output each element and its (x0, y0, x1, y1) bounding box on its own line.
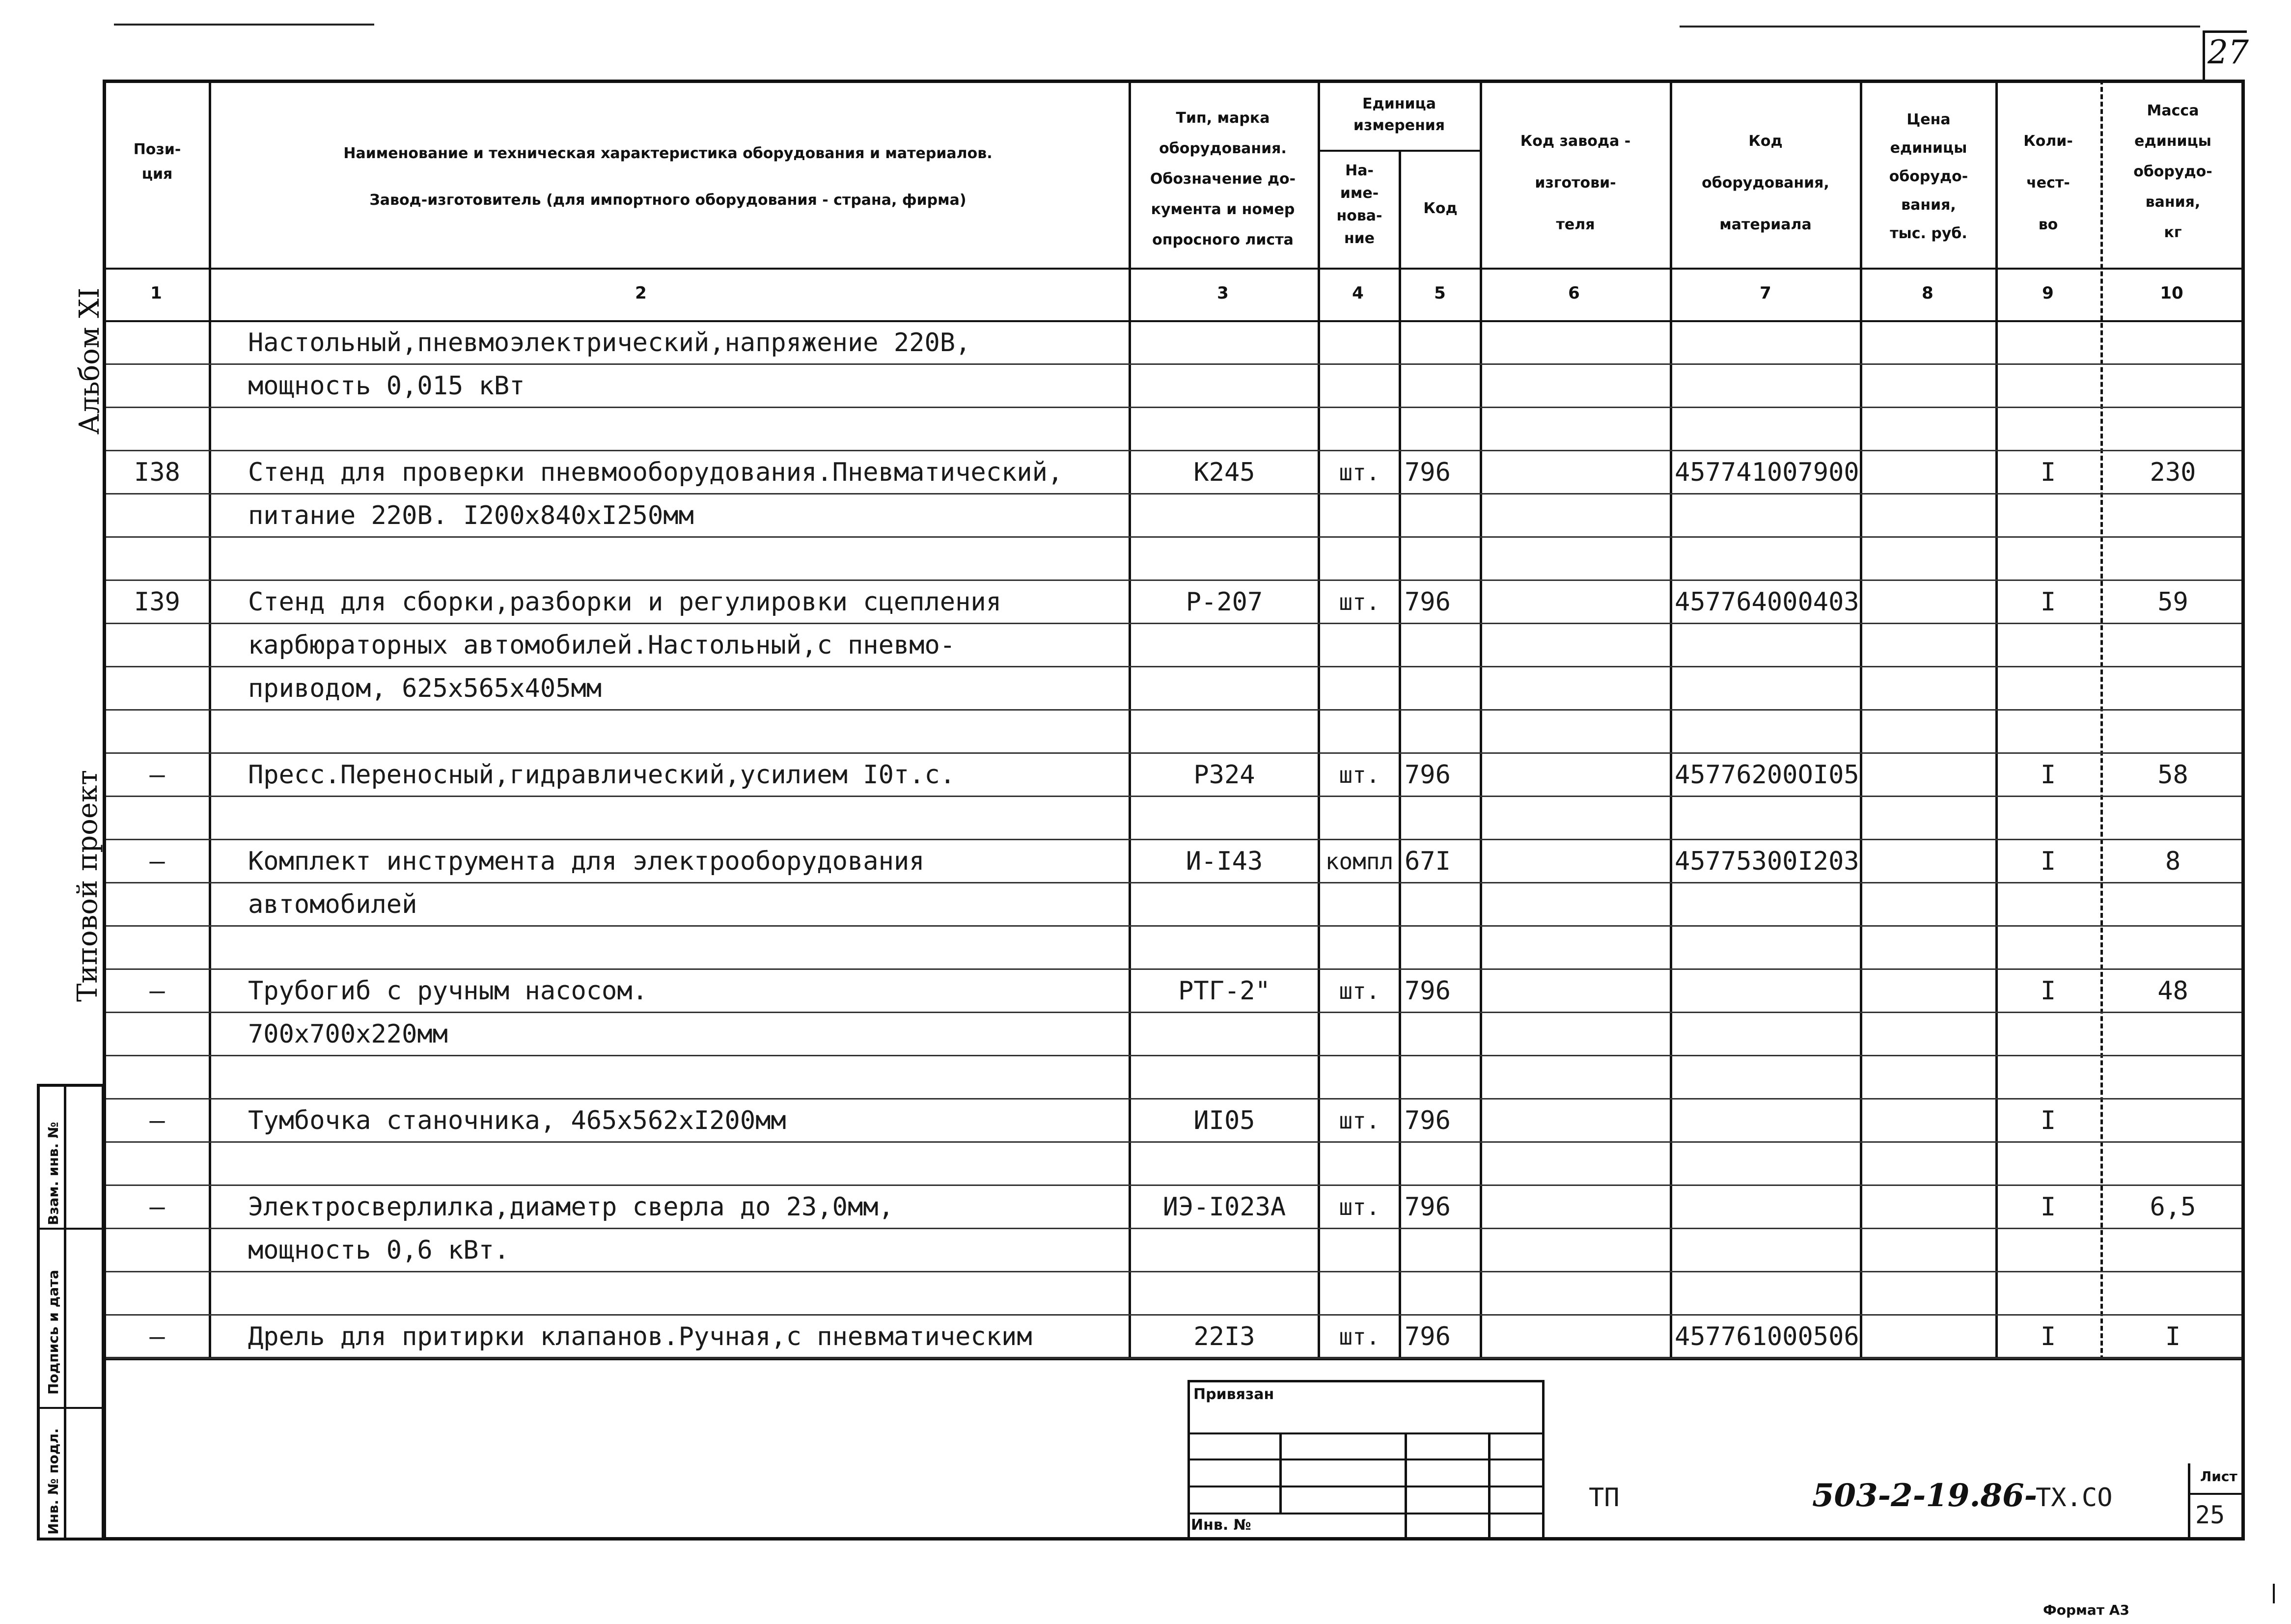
row-line (106, 1098, 2241, 1100)
header-material-code: Код оборудования, материала (1702, 133, 1829, 233)
cell-quantity: I (2040, 587, 2056, 617)
col-divider-7 (1860, 80, 1862, 1360)
stamp-label-inventory: Инв. № подл. (45, 1428, 61, 1535)
row-line (106, 1314, 2241, 1316)
header-pos: Пози- ция (133, 141, 181, 183)
page-number: 27 (2208, 33, 2249, 71)
cell-name: 700x700x220мм (248, 1019, 448, 1049)
row-line (106, 796, 2241, 797)
header-type: Тип, марка оборудования. Обозначение до- кумента и номер опросного листа (1150, 110, 1296, 248)
row-line (106, 752, 2241, 754)
cell-unit-code: 796 (1405, 458, 1451, 487)
cell-mass: 230 (2150, 458, 2196, 487)
col-divider-3 (1318, 80, 1320, 1360)
cell-material-code: 45775300I203 (1675, 847, 1859, 876)
cell-quantity: I (2040, 1322, 2056, 1351)
cell-type: ИI05 (1193, 1106, 1255, 1135)
cell-name: Дрель для притирки клапанов.Ручная,с пневматическим (248, 1322, 1032, 1351)
col-divider-9 (2100, 80, 2103, 1360)
cell-unit-code: 796 (1405, 1192, 1451, 1222)
row-line (106, 623, 2241, 624)
cell-type: Р-207 (1186, 587, 1263, 617)
cell-material-code: 457764000403 (1675, 587, 1859, 617)
col-divider-6 (1670, 80, 1672, 1360)
privyazan-col-2 (1405, 1432, 1407, 1541)
row-line (106, 536, 2241, 538)
cell-name: автомобилей (248, 890, 417, 919)
cell-mass: 59 (2157, 587, 2188, 617)
cell-unit: компл (1325, 848, 1394, 875)
header-unit-code: Код (1423, 200, 1458, 217)
cell-name: Тумбочка станочника, 465x562xI200мм (248, 1106, 786, 1135)
cell-quantity: I (2040, 1192, 2056, 1222)
col-divider-2 (1129, 80, 1131, 1360)
cell-quantity: I (2040, 1106, 2056, 1135)
cell-name: мощность 0,015 кВт (248, 371, 525, 401)
stamp-line-1 (37, 1228, 105, 1230)
stamp-label-signature: Подпись и дата (45, 1269, 61, 1395)
row-line (106, 450, 2241, 451)
col-divider-5 (1480, 80, 1482, 1360)
cell-name: Пресс.Переносный,гидравлический,усилием I0т.с. (248, 760, 956, 790)
colnum-6: 6 (1568, 283, 1580, 303)
header-price: Цена единицы оборудо- вания, тыс. руб. (1889, 111, 1968, 242)
inv-no-label: Инв. № (1191, 1516, 1251, 1534)
cell-name: питание 220В. I200x840xI250мм (248, 501, 694, 530)
edge-tick (2273, 1584, 2275, 1603)
top-rule-right (1680, 26, 2200, 28)
row-line (106, 666, 2241, 667)
privyazan-col-3 (1488, 1432, 1491, 1541)
privyazan-line-4 (1187, 1513, 1545, 1514)
cell-type: РТГ-2" (1178, 976, 1270, 1006)
privyazan-line-1 (1187, 1432, 1545, 1434)
header-unit-group: Единица измерения (1353, 95, 1445, 134)
row-line (106, 1357, 2241, 1359)
cell-position: – (149, 1322, 165, 1351)
colnum-4: 4 (1352, 283, 1364, 303)
colnum-9: 9 (2042, 283, 2054, 303)
header-unit-name: На- име- нова- ние (1336, 162, 1382, 247)
tp-label: ТП (1589, 1483, 1620, 1513)
top-rule-left (114, 24, 374, 26)
colnum-8: 8 (1922, 283, 1933, 303)
row-line (106, 709, 2241, 711)
privyazan-label: Привязан (1193, 1386, 1274, 1403)
cell-quantity: I (2040, 760, 2056, 790)
row-line (106, 968, 2241, 970)
doc-suffix: ТХ.СО (2036, 1483, 2113, 1513)
row-line (106, 579, 2241, 581)
colnum-10: 10 (2160, 283, 2183, 303)
cell-name: Электросверлилка,диаметр сверла до 23,0мм, (248, 1192, 894, 1222)
album-label: Альбом XI (74, 287, 106, 435)
cell-type: К245 (1193, 458, 1255, 487)
cell-name: Комплект инструмента для электрооборудования (248, 847, 925, 876)
cell-type: ИЭ-I023А (1162, 1192, 1286, 1222)
cell-mass: 48 (2157, 976, 2188, 1006)
sheet-number: 25 (2195, 1501, 2225, 1529)
unit-group-line (1318, 150, 1480, 152)
cell-name: Настольный,пневмоэлектрический,напряжение 220В, (248, 328, 971, 358)
col-divider-8 (1995, 80, 1998, 1360)
cell-name: мощность 0,6 кВт. (248, 1236, 510, 1265)
cell-type: 22I3 (1193, 1322, 1255, 1351)
cell-unit-code: 796 (1405, 760, 1451, 790)
privyazan-line-2 (1187, 1459, 1545, 1460)
header-factory-code: Код завода - изготови- теля (1520, 133, 1631, 233)
cell-mass: I (2165, 1322, 2181, 1351)
cell-name: Стенд для проверки пневмооборудования.Пневматический, (248, 458, 1063, 487)
cell-mass: 6,5 (2150, 1192, 2196, 1222)
sheet-label: Лист (2200, 1468, 2237, 1485)
colnum-7: 7 (1760, 283, 1771, 303)
colnum-1: 1 (150, 283, 162, 303)
main-frame (103, 80, 2245, 1360)
cell-name: Стенд для сборки,разборки и регулировки сцепления (248, 587, 1002, 617)
header-quantity: Коли- чест- во (2023, 133, 2073, 233)
cell-unit: шт. (1339, 1107, 1380, 1134)
cell-position: – (149, 1106, 165, 1135)
row-line (106, 1012, 2241, 1013)
colnum-5: 5 (1434, 283, 1446, 303)
row-line (106, 1271, 2241, 1272)
stamp-label-replace: Взам. инв. № (45, 1122, 61, 1225)
cell-mass: 8 (2165, 847, 2181, 876)
cell-mass: 58 (2157, 760, 2188, 790)
row-line (106, 1141, 2241, 1143)
row-line (106, 1228, 2241, 1229)
cell-name: карбюраторных автомобилей.Настольный,с пневмо- (248, 631, 956, 660)
cell-unit: шт. (1339, 978, 1380, 1004)
header-name: Наименование и техническая характеристика оборудования и материалов. Завод-изготовитель (для импортного оборудования - страна, фирма) (343, 145, 993, 209)
cell-unit: шт. (1339, 589, 1380, 615)
doc-number: 503-2-19.86- (1812, 1477, 2038, 1514)
cell-position: – (149, 1192, 165, 1222)
header-mass: Масса единицы оборудо- вания, кг (2133, 102, 2212, 241)
cell-name: Трубогиб с ручным насосом. (248, 976, 648, 1006)
cell-material-code: 45776200OI05 (1675, 760, 1859, 790)
cell-unit: шт. (1339, 459, 1380, 486)
cell-type: Р324 (1193, 760, 1255, 790)
row-line (106, 1184, 2241, 1186)
cell-name: приводом, 625x565x405мм (248, 674, 602, 703)
cell-position: – (149, 760, 165, 790)
stamp-line-2 (37, 1407, 105, 1409)
sheet-line (2188, 1493, 2245, 1495)
cell-position: I39 (134, 587, 180, 617)
colnum-bottom-line (103, 320, 2245, 322)
row-line (106, 363, 2241, 365)
cell-material-code: 457741007900 (1675, 458, 1859, 487)
col-divider-4 (1399, 150, 1401, 1360)
colnum-3: 3 (1217, 283, 1229, 303)
cell-unit-code: 796 (1405, 1106, 1451, 1135)
cell-type: И-I43 (1186, 847, 1263, 876)
row-line (106, 407, 2241, 408)
cell-material-code: 457761000506 (1675, 1322, 1859, 1351)
cell-quantity: I (2040, 458, 2056, 487)
cell-position: – (149, 847, 165, 876)
cell-unit: шт. (1339, 1323, 1380, 1350)
cell-unit: шт. (1339, 762, 1380, 788)
col-divider-1 (209, 80, 211, 1360)
cell-unit: шт. (1339, 1194, 1380, 1220)
row-line (106, 882, 2241, 883)
cell-unit-code: 796 (1405, 587, 1451, 617)
cell-unit-code: 67I (1405, 847, 1451, 876)
stamp-divider (64, 1084, 66, 1541)
privyazan-col-1 (1279, 1432, 1282, 1513)
cell-unit-code: 796 (1405, 1322, 1451, 1351)
cell-position: – (149, 976, 165, 1006)
row-line (106, 1055, 2241, 1056)
row-line (106, 839, 2241, 840)
cell-unit-code: 796 (1405, 976, 1451, 1006)
project-label: Типовой проект (72, 770, 104, 1002)
colnum-2: 2 (635, 283, 647, 303)
row-line (106, 925, 2241, 927)
cell-quantity: I (2040, 847, 2056, 876)
privyazan-line-3 (1187, 1486, 1545, 1487)
header-bottom-line (103, 268, 2245, 270)
cell-position: I38 (134, 458, 180, 487)
cell-quantity: I (2040, 976, 2056, 1006)
row-line (106, 493, 2241, 495)
format-label: Формат А3 (2043, 1602, 2129, 1618)
